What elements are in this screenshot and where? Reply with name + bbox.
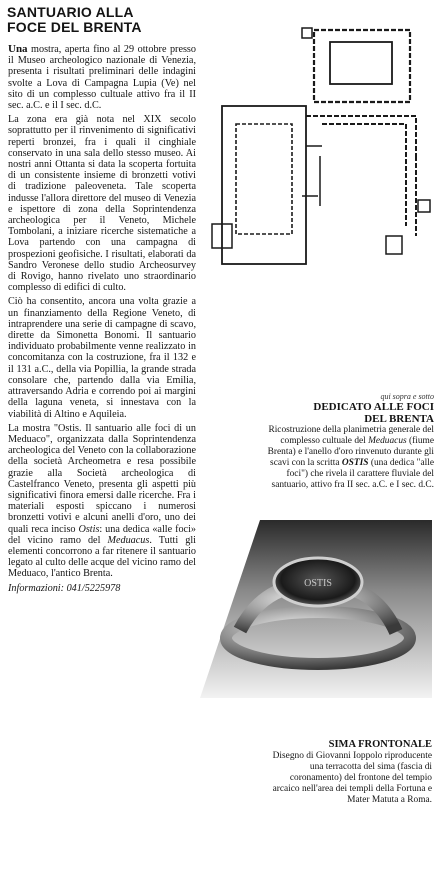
article-title	[7, 5, 207, 35]
ostis-word: Ostis	[78, 523, 100, 535]
paragraph-1-text: mostra, aperta fino al 29 ottobre presso il Museo archeologico nazionale di Venezia, presenta i risultati preliminari delle indagini svolte a Lova di Campagna Lupia (Ve) nel sito di un complesso cultuale attivo fra il II sec. a.C. e il I sec. d.C.	[8, 44, 196, 112]
article-body	[8, 44, 196, 597]
meduacus-word: Meduacus	[107, 534, 150, 546]
caption-body-c: (una dedica "alle foci") che rivela il carattere fluviale del santuario, attivo fra II sec. a.C. e I sec. d.C.	[271, 458, 434, 490]
ring-inscription: OSTIS	[304, 578, 332, 589]
paragraph-3: Ciò ha consentito, ancora una volta grazie a un finanziamento della Regione Veneto, di intraprendere una serie di campagne di scavo, dirette da Simonetta Bonomi. Il santuario individuato probabilmente venne realizzato in concomitanza con la costruzione, fra il 132 e il 131 a.C., della via Popillia, la grande strada consolare che, partendo dalla via Emilia, attraversando Adria e correndo poi ai margini della laguna veneta, si innestava con la viabilità di Altino e Aquileia.	[8, 296, 196, 420]
caption-body-a: Ricostruzione della planimetria generale del complesso cultuale del	[268, 425, 434, 446]
caption-heading-1: DEDICATO ALLE FOCI	[313, 401, 434, 413]
caption-body-b: (fiume Brenta) e l'anello d'oro rinvenuto durante gli scavi con la scritta	[267, 436, 434, 468]
title-line-1: SANTUARIO ALLA	[7, 4, 134, 20]
caption-heading-2: DEL BRENTA	[364, 413, 434, 425]
gold-ring-photo	[200, 520, 432, 698]
site-plan-drawing	[206, 6, 434, 284]
caption-meduacus: Meduacus	[368, 436, 407, 446]
paragraph-2: La zona era già nota nel XIX secolo soprattutto per il rinvenimento di significativi reperti bronzei, fra i quali il cinghiale conservato in una sala dello stesso museo. Ai nostri anni Ottanta si data la scoperta fortuita di un consistente insieme di bronzetti votivi di tradizione paleoveneta. Tale scoperta indusse l'allora direttore del museo di Venezia e ispettore di zona della Soprintendenza archeologica per il Veneto, Michele Tombolani, a iniziare ricerche sistematiche a Lova partendo con una campagna di prospezioni geofisiche. I risultati, elaborati da Sandro Veronese dello studio Archeosurvey di Rovigo, hanno rivelato uno straordinario complesso di edifici di culto.	[8, 114, 196, 294]
caption-sima	[268, 739, 432, 806]
caption2-body: Disegno di Giovanni Ioppolo riproducente una terracotta del sima (fascia di coronamento) del frontone del tempio arcaico nell'area dei templi della Fortuna e Mater Matuta a Roma.	[272, 751, 432, 805]
paragraph-4-b: : una dedica «alle foci» del vicino ramo del	[8, 523, 196, 546]
paragraph-4-c: . Tutti gli elementi concorrono a far ritenere il santuario legato al culto delle acque del vicino ramo del Meduaco, l'antico Brenta.	[8, 534, 196, 580]
caption-body	[258, 425, 434, 491]
caption-plan	[258, 392, 434, 491]
title-line-2: FOCE DEL BRENTA	[7, 19, 142, 35]
caption2-heading: SIMA FRONTONALE	[328, 739, 432, 750]
info-line: Informazioni: 041/5225978	[8, 582, 121, 594]
lead-word: Una	[8, 43, 28, 55]
paragraph-1	[8, 44, 196, 111]
caption-hint: qui sopra e sotto	[380, 392, 434, 401]
paragraph-4-a: La mostra "Ostis. Il santuario alle foci di un Meduaco", organizzata dalla Soprintendenza archeologica del Veneto con la collaborazione della società Archeometra e resa possibile grazie alla Società archeologica di Castelfranco Veneto, presenta gli aspetti più significativi finora emersi dalle ricerche. Fra i materiali esposti spiccano i numerosi bronzetti votivi e alcuni anelli d'oro, uno dei quali reca inciso	[8, 422, 196, 535]
paragraph-4	[8, 423, 196, 580]
caption-ostis: OSTIS	[341, 458, 369, 468]
